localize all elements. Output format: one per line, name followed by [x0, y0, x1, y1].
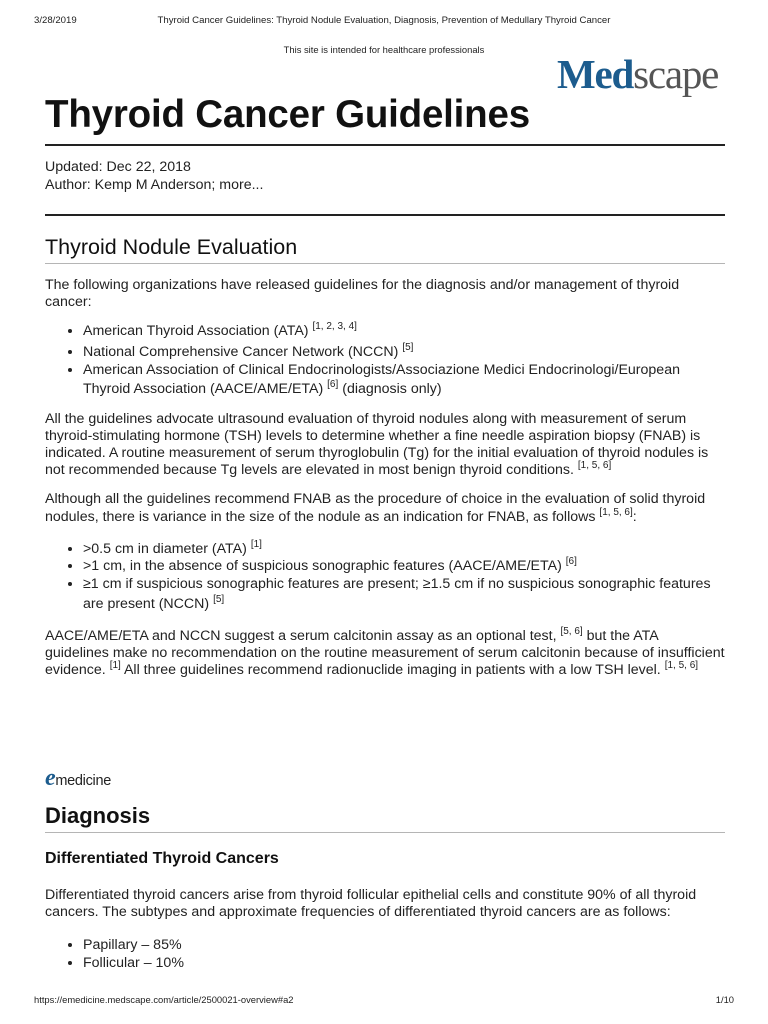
section-divider	[45, 263, 725, 264]
print-date: 3/28/2019	[34, 15, 77, 26]
citation[interactable]: [5]	[402, 341, 414, 353]
list-item: • Follicular – 10%	[83, 955, 725, 972]
medscape-logo[interactable]	[557, 52, 718, 96]
logo-scape: scape	[633, 51, 719, 97]
article-meta	[45, 158, 263, 194]
citation[interactable]: [1]	[250, 538, 262, 550]
citation[interactable]: [1, 5, 6]	[599, 507, 633, 519]
citation[interactable]: [6]	[327, 378, 339, 390]
updated-date: Updated: Dec 22, 2018	[45, 159, 191, 175]
list-item: • >1 cm, in the absence of suspicious sonographic features (AACE/AME/ETA) [6]	[83, 558, 725, 575]
list-item: • >0.5 cm in diameter (ATA) [1]	[83, 541, 725, 558]
list-item: • Papillary – 85%	[83, 937, 725, 954]
citation[interactable]: [1, 5, 6]	[664, 660, 699, 672]
list-item: • ≥1 cm if suspicious sonographic features are present; ≥1.5 cm if no suspicious sonographic features are present (NCCN) [5]	[83, 575, 725, 614]
print-title: Thyroid Cancer Guidelines: Thyroid Nodule Evaluation, Diagnosis, Prevention of Medullary Thyroid Cancer	[157, 15, 611, 26]
paragraph-calcitonin: AACE/AME/ETA and NCCN suggest a serum calcitonin assay as an optional test, [5, 6] but the ATA guidelines make no recommendation on the routine measurement of serum calcitonin because of insufficient evidence. [1] All three guidelines recommend radionuclide imaging in patients with a low TSH level. [1, 5, 6]	[45, 626, 725, 679]
paragraph-fnab: Although all the guidelines recommend FNAB as the procedure of choice in the evaluation of solid thyroid nodules, there is variance in the size of the nodule as an indication for FNAB, as follows [1, 5, 6]:	[45, 490, 706, 526]
list-item: • National Comprehensive Cancer Network (NCCN) [5]	[83, 344, 725, 361]
citation[interactable]: [1, 2, 3, 4]	[312, 321, 357, 333]
meta-divider	[45, 214, 725, 216]
section-diagnosis	[45, 887, 725, 972]
citation[interactable]: [6]	[565, 555, 577, 567]
emedicine-logo[interactable]	[45, 765, 111, 792]
organizations-list	[45, 323, 725, 398]
page-number: 1/10	[715, 994, 734, 1005]
citation[interactable]: [1]	[109, 660, 121, 672]
emedicine-wordmark: medicine	[55, 773, 111, 789]
list-item: • American Association of Clinical Endocrinologists/Associazione Medici Endocrinologi/European Thyroid Association (AACE/AME/ETA) [6] (diagnosis only)	[83, 361, 725, 399]
intro-paragraph: The following organizations have released guidelines for the diagnosis and/or management of thyroid cancer:	[45, 277, 680, 311]
list-item: • American Thyroid Association (ATA) [1, 2, 3, 4]	[83, 323, 725, 340]
section-heading-diagnosis: Diagnosis	[45, 803, 151, 828]
section-nodule-evaluation	[45, 277, 725, 680]
subtype-list	[45, 937, 725, 971]
print-header	[0, 15, 768, 31]
paragraph-ultrasound: All the guidelines advocate ultrasound evaluation of thyroid nodules along with measurement of serum thyroid-stimulating hormone (TSH) levels to determine whether a fine needle aspiration biopsy (FNAB) is indicated. A routine measurement of serum thyroglobulin (Tg) for the initial evaluation of thyroid nodules is not recommended because Tg levels are elevated in most benign thyroid conditions. [1, 5, 6]	[45, 410, 709, 479]
logo-med: Med	[557, 51, 634, 97]
citation[interactable]: [5]	[213, 593, 225, 605]
healthcare-notice: This site is intended for healthcare professionals	[283, 44, 485, 55]
page-title: Thyroid Cancer Guidelines	[45, 93, 530, 136]
more-authors-link[interactable]: more...	[219, 177, 264, 193]
page-url: https://emedicine.medscape.com/article/2500021-overview#a2	[34, 994, 294, 1005]
citation[interactable]: [5, 6]	[560, 626, 583, 638]
emedicine-e-mark: e	[45, 765, 56, 791]
author-line	[45, 176, 263, 194]
subheading-differentiated: Differentiated Thyroid Cancers	[45, 850, 279, 867]
nodule-size-list	[45, 538, 725, 614]
section-divider	[45, 832, 725, 833]
section-heading-nodule-evaluation: Thyroid Nodule Evaluation	[45, 235, 298, 259]
citation[interactable]: [1, 5, 6]	[577, 460, 612, 472]
author-name: Author: Kemp M Anderson;	[45, 177, 220, 193]
title-divider	[45, 144, 725, 146]
paragraph-differentiated: Differentiated thyroid cancers arise from thyroid follicular epithelial cells and constitute 90% of all thyroid cancers. The subtypes and approximate frequencies of differentiated thyroid cancers are as follows:	[45, 887, 697, 921]
